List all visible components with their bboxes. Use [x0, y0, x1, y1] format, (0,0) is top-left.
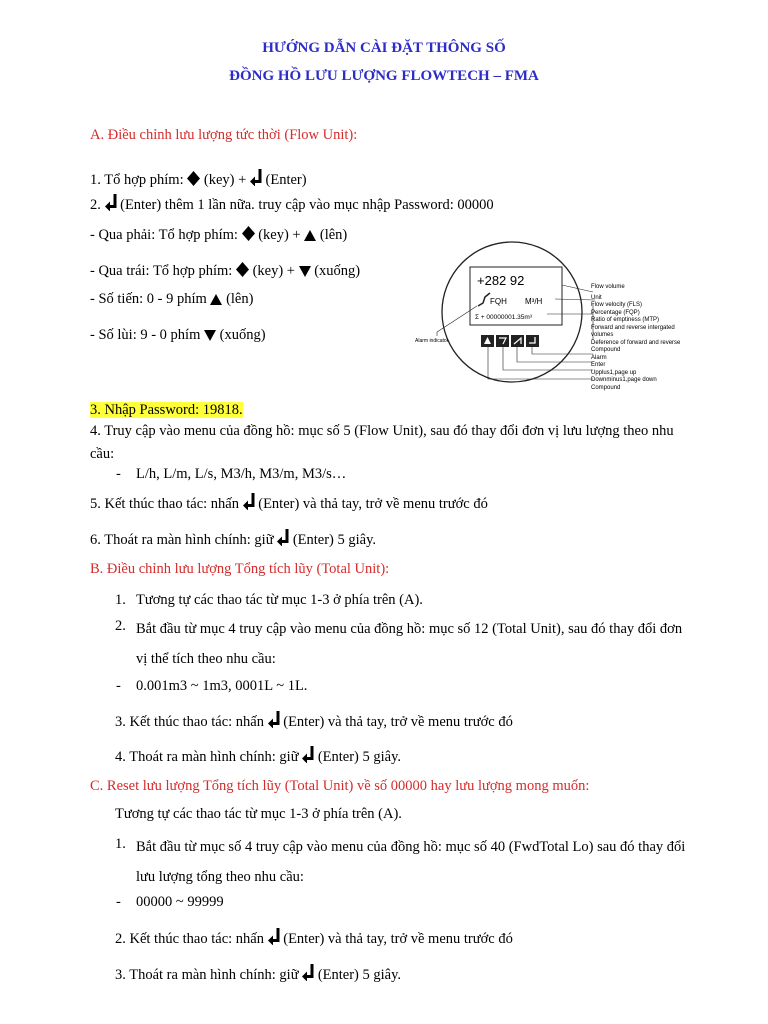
- step-a6-end: (Enter) 5 giây.: [292, 532, 377, 548]
- down-arrow-icon: [299, 265, 311, 282]
- password-line: [90, 402, 243, 419]
- up-arrow-icon: [210, 293, 222, 310]
- label-down: Downminus1,page down: [591, 377, 657, 383]
- step-a5-end: (Enter) và thả tay, trở về menu trước đó: [258, 496, 488, 512]
- step-a5-text: 5. Kết thúc thao tác: nhấn: [90, 496, 239, 512]
- step-a-decrement-text: - Số lùi: 9 - 0 phím: [90, 327, 201, 343]
- step-b-range-dash: -: [116, 678, 121, 694]
- diamond-key-icon: [187, 171, 200, 191]
- label-ratio-emptiness: Ratio of emptiness (MTP): [591, 317, 660, 323]
- step-c1-num: 1.: [115, 836, 126, 852]
- step-a2-num: 2.: [90, 197, 101, 213]
- step-b3-end: (Enter) và thả tay, trở về menu trước đó: [283, 714, 513, 730]
- display-fqh: FQH: [490, 297, 507, 306]
- step-a-decrement-end: (xuống): [219, 327, 266, 343]
- step-a-right-end: (lên): [319, 227, 348, 243]
- diamond-key-icon: [236, 262, 249, 282]
- label-deference: Deference of forward and reverse: [591, 339, 681, 346]
- flowmeter-diagram: [415, 222, 695, 392]
- step-c-range: 00000 ~ 99999: [136, 894, 224, 910]
- step-c-intro: Tương tự các thao tác từ mục 1-3 ở phía trên (A).: [115, 806, 402, 822]
- step-a1-text: 1. Tổ hợp phím:: [90, 172, 184, 188]
- label-compound-top: Compound: [591, 347, 621, 353]
- enter-key-icon: [302, 746, 314, 768]
- step-a-right-key: (key) +: [258, 227, 301, 243]
- step-b3: [115, 711, 513, 733]
- label-volumes: volumes: [591, 332, 614, 338]
- step-a2: [90, 194, 494, 216]
- step-b4: [115, 746, 401, 768]
- step-a-right: [90, 226, 347, 246]
- page-title-line-1: HƯỚNG DẪN CÀI ĐẶT THÔNG SỐ: [262, 40, 506, 56]
- step-a-left-key: (key) +: [252, 263, 295, 279]
- enter-key-icon: [243, 493, 255, 515]
- step-b2-num: 2.: [115, 618, 126, 634]
- enter-button-icon: [526, 335, 539, 347]
- display-total: Σ + 00000001.35m³: [475, 314, 532, 321]
- step-a4: 4. Truy cập vào menu của đồng hồ: mục số 5 (Flow Unit), sau đó thay đổi đơn vị lưu lượng theo nhu cầu:: [90, 423, 674, 462]
- step-c2: [115, 928, 513, 950]
- step-a1-key: (key) +: [203, 172, 247, 188]
- display-reading: +282 92: [477, 273, 525, 288]
- step-c-range-dash: -: [116, 894, 121, 910]
- label-up: Upplus1,page up: [591, 369, 637, 376]
- label-fwd-rev-volumes: Forward and reverse intergated: [591, 324, 675, 331]
- step-c2-text: 2. Kết thúc thao tác: nhấn: [115, 931, 264, 947]
- down-button-icon: [496, 335, 509, 347]
- enter-key-icon: [302, 964, 314, 986]
- step-a-right-text: - Qua phải: Tổ hợp phím:: [90, 227, 238, 243]
- step-a-decrement: [90, 327, 266, 346]
- page-title-line-2: ĐỒNG HỒ LƯU LƯỢNG FLOWTECH – FMA: [229, 68, 539, 84]
- step-a5: [90, 493, 488, 515]
- label-enter: Enter: [591, 362, 606, 368]
- step-b3-text: 3. Kết thúc thao tác: nhấn: [115, 714, 264, 730]
- section-b-heading: B. Điều chỉnh lưu lượng Tổng tích lũy (Total Unit):: [90, 561, 390, 577]
- enter-key-icon: [277, 529, 289, 551]
- step-a4-bullet-dash: -: [116, 466, 121, 482]
- label-compound: Compound: [591, 384, 621, 391]
- enter-key-icon: [105, 194, 117, 216]
- password-highlight: 3. Nhập Password: 19818.: [90, 402, 243, 418]
- step-a6-text: 6. Thoát ra màn hình chính: giữ: [90, 532, 274, 548]
- step-b2: Bắt đầu từ mục 4 truy cập vào menu của đồng hồ: mục số 12 (Total Unit), sau đó thay đổi đơn vị thể tích theo nhu cầu:: [136, 621, 683, 667]
- step-a-left: [90, 262, 360, 282]
- step-a1: [90, 169, 307, 191]
- step-a1-enter: (Enter): [265, 172, 307, 188]
- alarm-indicator-label: Alarm indicator: [415, 338, 449, 344]
- step-a-left-text: - Qua trái: Tổ hợp phím:: [90, 263, 233, 279]
- step-a-increment: [90, 291, 253, 310]
- step-a6: [90, 529, 376, 551]
- step-a-left-end: (xuống): [314, 263, 361, 279]
- label-alarm: Alarm: [591, 354, 607, 361]
- step-c3-end: (Enter) 5 giây.: [317, 967, 402, 983]
- step-b4-text: 4. Thoát ra màn hình chính: giữ: [115, 749, 299, 765]
- step-c3-text: 3. Thoát ra màn hình chính: giữ: [115, 967, 299, 983]
- step-a-increment-end: (lên): [226, 291, 254, 307]
- up-arrow-icon: [304, 229, 316, 246]
- display-unit: M³/H: [525, 297, 543, 306]
- section-c-heading: C. Reset lưu lượng Tổng tích lũy (Total Unit) về số 00000 hay lưu lượng mong muốn:: [90, 778, 590, 794]
- diamond-key-icon: [242, 226, 255, 246]
- label-percentage: Percentage (FQP): [591, 309, 640, 316]
- down-arrow-icon: [204, 329, 216, 346]
- step-c1: Bắt đầu từ mục số 4 truy cập vào menu của đồng hồ: mục số 40 (FwdTotal Lo) sau đó thay đổi lưu lượng tổng theo nhu cầu:: [136, 839, 686, 885]
- section-a-heading: A. Điều chỉnh lưu lượng tức thời (Flow Unit):: [90, 127, 358, 143]
- step-b1: Tương tự các thao tác từ mục 1-3 ở phía trên (A).: [136, 592, 423, 608]
- step-b1-num: 1.: [115, 592, 126, 608]
- step-b-range: 0.001m3 ~ 1m3, 0001L ~ 1L.: [136, 678, 308, 694]
- diagram-labels: [591, 284, 680, 392]
- step-b4-end: (Enter) 5 giây.: [317, 749, 402, 765]
- step-a4-bullet: L/h, L/m, L/s, M3/h, M3/m, M3/s…: [136, 466, 347, 482]
- enter-key-icon: [268, 711, 280, 733]
- enter-key-icon: [268, 928, 280, 950]
- label-flow-volume: Flow volume: [591, 284, 625, 290]
- label-flow-velocity: Flow velocity (FLS): [591, 302, 643, 308]
- enter-key-icon: [250, 169, 262, 191]
- step-c3: [115, 964, 401, 986]
- step-a2-text: (Enter) thêm 1 lần nữa. truy cập vào mục nhập Password: 00000: [120, 197, 494, 213]
- step-a-increment-text: - Số tiến: 0 - 9 phím: [90, 291, 207, 307]
- label-unit: Unit: [591, 294, 602, 301]
- step-c2-end: (Enter) và thả tay, trở về menu trước đó: [283, 931, 513, 947]
